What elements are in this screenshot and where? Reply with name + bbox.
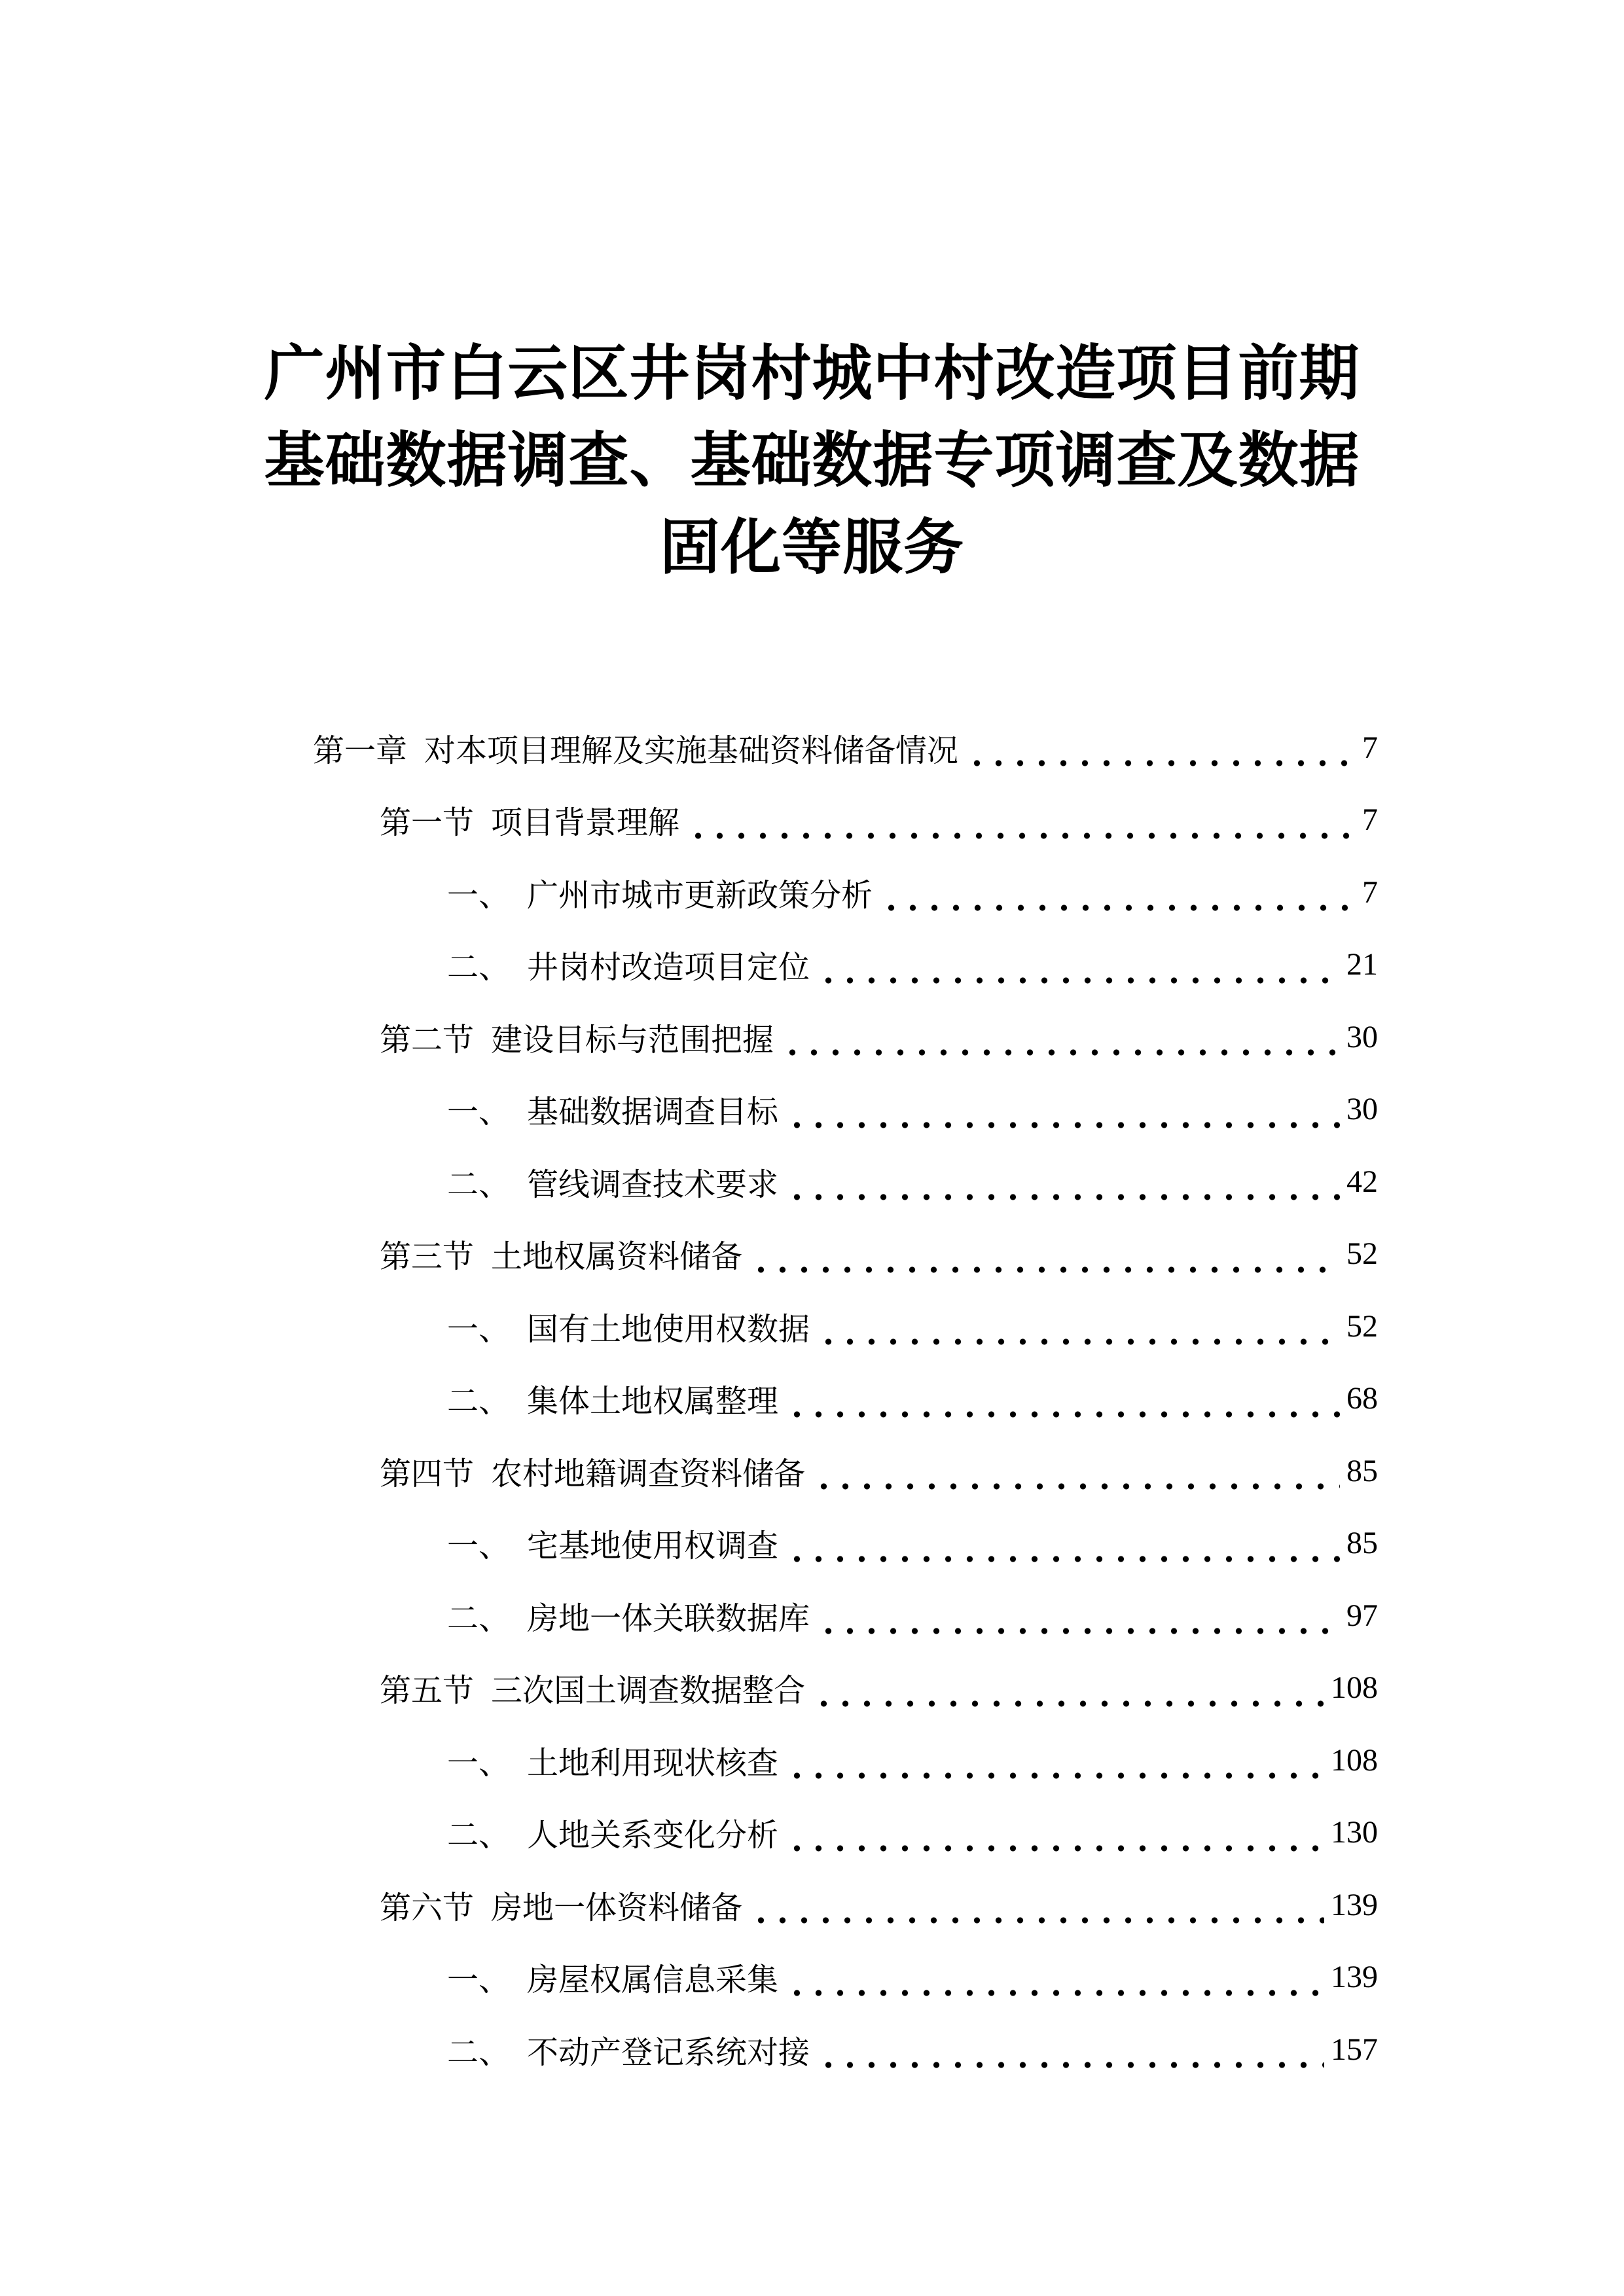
dot-leader xyxy=(813,1482,1340,1491)
toc-entry-number: 第五节 xyxy=(380,1674,475,1709)
dot-leader xyxy=(750,1916,1324,1925)
toc-entry xyxy=(313,711,1378,784)
dot-leader xyxy=(786,1193,1340,1202)
dot-leader xyxy=(818,2060,1324,2070)
toc-entry xyxy=(313,1290,1378,1363)
dot-leader xyxy=(750,1265,1340,1274)
toc-entry-number: 一、 xyxy=(447,1746,511,1781)
toc-entry-number: 一、 xyxy=(447,1312,511,1347)
toc-entry-number: 第六节 xyxy=(380,1890,475,1926)
toc-entry xyxy=(313,1363,1378,1435)
toc-entry xyxy=(313,1797,1378,1869)
toc-entry-number: 二、 xyxy=(447,1818,511,1854)
toc-entry-label: 国有土地使用权数据 xyxy=(527,1312,810,1347)
dot-leader xyxy=(818,976,1340,985)
toc-entry xyxy=(313,784,1378,857)
toc-entry-page: 52 xyxy=(1346,1236,1378,1272)
toc-entry xyxy=(313,929,1378,1001)
toc-entry-label: 井岗村改造项目定位 xyxy=(527,950,810,986)
toc-entry-number: 第一节 xyxy=(380,806,475,841)
toc-entry xyxy=(313,856,1378,929)
toc-entry-page: 108 xyxy=(1331,1670,1378,1706)
toc-entry-label: 房地一体关联数据库 xyxy=(527,1601,810,1636)
toc-entry xyxy=(313,2013,1378,2086)
toc-entry-page: 139 xyxy=(1331,1887,1378,1922)
toc-entry-number: 第三节 xyxy=(380,1240,475,1275)
toc-entry-number: 一、 xyxy=(447,878,511,913)
toc-entry-page: 139 xyxy=(1331,1960,1378,1995)
dot-leader xyxy=(818,1337,1340,1346)
toc-entry-page: 108 xyxy=(1331,1742,1378,1778)
toc-entry-number: 二、 xyxy=(447,2035,511,2070)
toc-entry-number: 一、 xyxy=(447,1963,511,1998)
toc-entry-page: 130 xyxy=(1331,1815,1378,1850)
page-title xyxy=(0,331,1624,592)
toc-entry-page: 85 xyxy=(1346,1526,1378,1561)
toc-entry-label: 三次国土调查数据整合 xyxy=(491,1674,806,1709)
dot-leader xyxy=(818,1626,1340,1636)
toc-entry-label: 土地利用现状核查 xyxy=(527,1746,779,1781)
page-title-line-3: 固化等服务 xyxy=(659,514,964,581)
toc-entry-page: 42 xyxy=(1346,1164,1378,1199)
dot-leader xyxy=(786,1844,1324,1853)
toc-entry xyxy=(313,1869,1378,1941)
toc-entry-label: 宅基地使用权调查 xyxy=(527,1529,779,1564)
toc-entry-number: 一、 xyxy=(447,1095,511,1130)
toc-entry-label: 人地关系变化分析 xyxy=(527,1818,779,1854)
dot-leader xyxy=(813,1699,1324,1708)
dot-leader xyxy=(782,1048,1340,1057)
dot-leader xyxy=(687,831,1356,840)
toc-entry xyxy=(313,1652,1378,1725)
toc-entry-number: 第二节 xyxy=(380,1022,475,1058)
toc-entry-label: 对本项目理解及实施基础资料储备情况 xyxy=(424,733,959,768)
toc-entry xyxy=(313,1218,1378,1291)
toc-entry-number: 一、 xyxy=(447,1529,511,1564)
toc-entry-page: 68 xyxy=(1346,1381,1378,1416)
toc-entry-page: 85 xyxy=(1346,1453,1378,1488)
toc-entry-label: 基础数据调查目标 xyxy=(527,1095,779,1130)
toc-entry-number: 二、 xyxy=(447,1384,511,1420)
toc-entry-page: 52 xyxy=(1346,1308,1378,1344)
dot-leader xyxy=(786,1121,1340,1130)
dot-leader xyxy=(966,759,1356,768)
toc-entry-label: 集体土地权属整理 xyxy=(527,1384,779,1420)
dot-leader xyxy=(786,1988,1324,1998)
toc-entry xyxy=(313,1507,1378,1580)
toc-entry xyxy=(313,1579,1378,1652)
page-title-line-1: 广州市白云区井岗村城中村改造项目前期 xyxy=(264,340,1360,407)
toc-entry-number: 第一章 xyxy=(313,733,408,768)
dot-leader xyxy=(786,1410,1340,1419)
page-title-line-2: 基础数据调查、基础数据专项调查及数据 xyxy=(264,427,1360,494)
toc-entry-number: 第四节 xyxy=(380,1456,475,1492)
toc-entry-label: 房地一体资料储备 xyxy=(491,1890,743,1926)
toc-entry-label: 项目背景理解 xyxy=(491,806,680,841)
toc-entry-page: 7 xyxy=(1362,802,1378,838)
toc-entry-label: 建设目标与范围把握 xyxy=(491,1022,774,1058)
toc-entry-page: 21 xyxy=(1346,947,1378,982)
toc-entry-label: 管线调查技术要求 xyxy=(527,1167,779,1202)
toc-entry-page: 97 xyxy=(1346,1598,1378,1633)
toc-entry-page: 157 xyxy=(1331,2032,1378,2067)
toc-entry-page: 7 xyxy=(1362,730,1378,765)
toc-entry-label: 不动产登记系统对接 xyxy=(527,2035,810,2070)
toc-entry xyxy=(313,1724,1378,1797)
toc-entry-label: 广州市城市更新政策分析 xyxy=(527,878,873,913)
toc-entry xyxy=(313,1435,1378,1507)
toc-entry-label: 土地权属资料储备 xyxy=(491,1240,743,1275)
table-of-contents xyxy=(313,711,1378,2086)
toc-entry-label: 房屋权属信息采集 xyxy=(527,1963,779,1998)
toc-entry xyxy=(313,1145,1378,1218)
toc-entry-label: 农村地籍调查资料储备 xyxy=(491,1456,806,1492)
dot-leader xyxy=(786,1554,1340,1564)
toc-entry-number: 二、 xyxy=(447,950,511,986)
toc-entry-number: 二、 xyxy=(447,1167,511,1202)
toc-entry-page: 7 xyxy=(1362,874,1378,910)
dot-leader xyxy=(880,903,1356,912)
dot-leader xyxy=(786,1771,1324,1780)
toc-entry xyxy=(313,1073,1378,1146)
toc-entry-page: 30 xyxy=(1346,1092,1378,1127)
toc-entry-number: 二、 xyxy=(447,1601,511,1636)
toc-entry-page: 30 xyxy=(1346,1019,1378,1054)
toc-entry xyxy=(313,1941,1378,2014)
toc-entry xyxy=(313,1001,1378,1073)
